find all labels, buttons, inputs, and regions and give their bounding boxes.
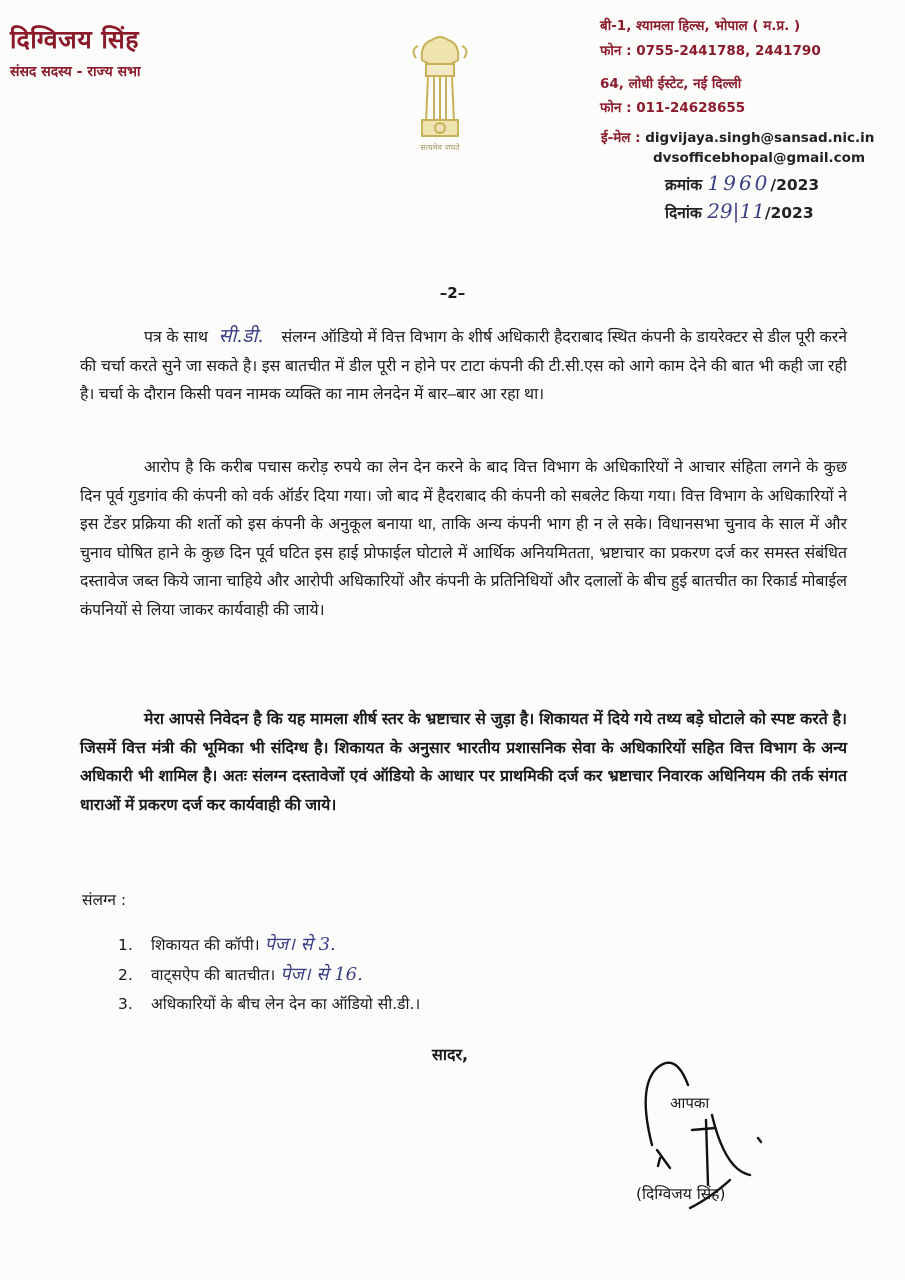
address-delhi: 64, लोधी ईस्टेट, नई दिल्ली <box>600 76 742 92</box>
paragraph-2 <box>80 454 847 625</box>
sender-designation: संसद सदस्य - राज्य सभा <box>10 64 141 80</box>
date-year: /2023 <box>764 204 814 222</box>
phone-delhi: फोन : 011-24628655 <box>600 100 746 116</box>
enclosure-number: 1. <box>118 936 133 954</box>
para2-text: आरोप है कि करीब पचास करोड़ रुपये का लेन देन करने के बाद वित्त विभाग के अधिकारियों ने आचार संहिता लगने के कुछ दिन पूर्व गुडगांव की कंपनी को वर्क ऑर्डर दिया गया। जो बाद में हैदराबाद की कंपनी को सबलेट किया गया। वित्त विभाग के अधिकारियों ने इस टेंडर प्रक्रिया की शर्तो को इस कंपनी के अनुकूल बनाया था, ताकि अन्य कंपनी भाग ही न ले सके। विधानसभा चुनाव के साल में और चुनाव घोषित हाने के कुछ दिन पूर्व घटित इस हाई प्रोफाईल घोटाले में आर्थिक अनियमितता, भ्रष्टाचार का प्रकरण दर्ज कर समस्त संबंधित दस्तावेज जब्त किये जाना चाहिये और आरोपी अधिकारियों और कंपनी के प्रतिनिधियों और दलालों के बीच हुई बातचीत का रिकार्ड मोबाईल कंपनियों से लिया जाकर कार्यवाही की जाये। <box>80 459 847 619</box>
enclosure-item <box>118 990 420 1019</box>
phone-bhopal: फोन : 0755-2441788, 2441790 <box>600 43 821 59</box>
date-handwritten: 29|11 <box>707 199 765 223</box>
enclosure-handwritten-note: पेज। से 16. <box>280 964 363 985</box>
enclosure-item <box>118 960 420 990</box>
enclosure-number: 3. <box>118 995 133 1013</box>
salutation: सादर, <box>432 1045 469 1064</box>
signatory-name: (दिग्विजय सिंह) <box>636 1185 726 1203</box>
paragraph-1 <box>80 322 847 410</box>
ref-label: क्रमांक <box>665 176 703 194</box>
closing-yours: आपका <box>670 1094 710 1112</box>
paragraph-3 <box>80 706 847 820</box>
enclosure-text: शिकायत की कॉपी। <box>150 936 260 954</box>
ref-number-handwritten: 1960 <box>707 171 771 195</box>
enclosure-item <box>118 930 420 960</box>
emblem-motto: सत्यमेव जयते <box>420 143 460 152</box>
enclosure-text: अधिकारियों के बीच लेन देन का ऑडियो सी.डी.। <box>150 995 421 1013</box>
sender-name: दिग्विजय सिंह <box>10 25 140 54</box>
email-secondary[interactable] <box>653 150 865 166</box>
email-label: ई-मेल : <box>601 130 641 146</box>
enclosures-label: संलग्न : <box>82 891 127 909</box>
address-bhopal: बी-1, श्यामला हिल्स, भोपाल ( म.प्र. ) <box>600 18 801 34</box>
enclosures-list <box>118 930 420 1019</box>
date-label: दिनांक <box>665 204 702 222</box>
page-number: –2– <box>439 284 466 302</box>
para3-text: मेरा आपसे निवेदन है कि यह मामला शीर्ष स्तर के भ्रष्टाचार से जुड़ा है। शिकायत में दिये गये तथ्य बड़े घोटाले को स्पष्ट करते है। जिसमें वित्त मंत्री की भूमिका भी संदिग्ध है। शिकायत के अनुसार भारतीय प्रशासनिक सेवा के अधिकारियों सहित वित्त विभाग के अन्य अधिकारी भी शामिल है। अतः संलग्न दस्तावेजों एवं ऑडियो के आधार पर प्राथमिकी दर्ज कर भ्रष्टाचार निवारक अधिनियम की तर्क संगत धाराओं में प्रकरण दर्ज कर कार्यवाही की जाये। <box>80 711 847 814</box>
ref-year: /2023 <box>770 176 820 194</box>
email-secondary-text: dvsofficebhopal@gmail.com <box>653 150 866 166</box>
para1-handwritten-cd: सी.डी. <box>218 325 264 347</box>
letter-date <box>665 199 814 223</box>
enclosure-number: 2. <box>118 966 133 984</box>
state-emblem-icon <box>400 30 480 155</box>
enclosure-text: वाट्सऐप की बातचीत। <box>150 966 276 984</box>
para1-rest: स्थित कंपनी के डायरेक्टर से डील पूरी करने की चर्चा करते सुने जा सकते है। इस बातचीत में डील पूरी न होने पर टाटा कंपनी की टी.सी.एस को आगे काम देने की बात भी कही जा रही है। चर्चा के दौरान किसी पवन नामक व्यक्ति का नाम लेनदेन में बार–बार आ रहा था। <box>80 329 848 403</box>
para1-prefix: पत्र के साथ <box>144 329 208 346</box>
reference-number <box>665 171 819 195</box>
email-row <box>601 128 874 146</box>
email-primary[interactable]: digvijaya.singh@sansad.nic.in <box>645 130 875 146</box>
enclosure-handwritten-note: पेज। से 3. <box>264 934 336 955</box>
para1-line1: संलग्न ऑडियो में वित्त विभाग के शीर्ष अधिकारी हैदराबाद <box>281 329 603 346</box>
